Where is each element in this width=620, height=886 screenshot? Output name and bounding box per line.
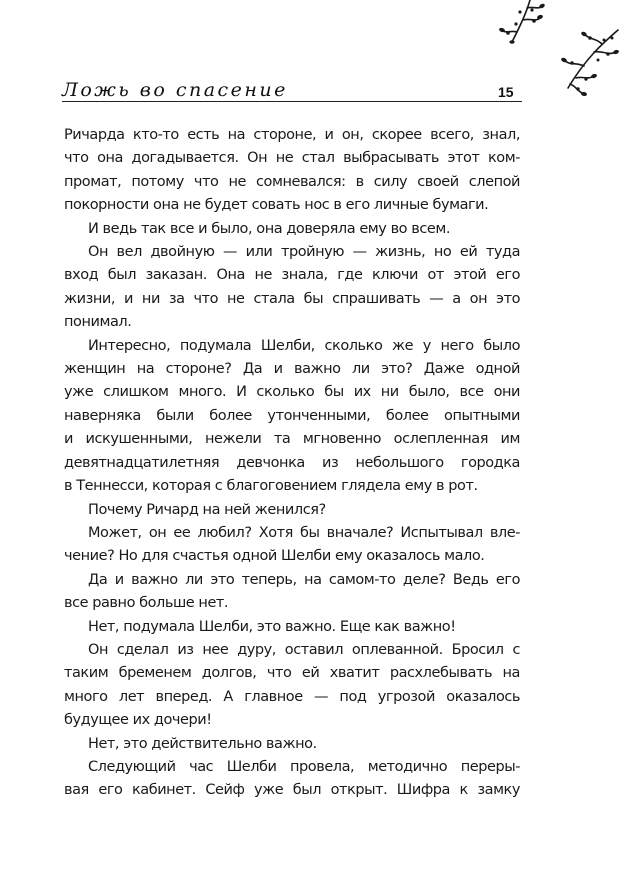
text-line: вход был заказан. Она не знала, где ключи от этой его	[64, 267, 520, 284]
page-number: 15	[498, 84, 514, 100]
text-line: Нет, подумала Шелби, это важно. Еще как важно!	[88, 618, 456, 635]
text-line: все равно больше нет.	[64, 595, 229, 612]
text-line: жизни, и ни за что не стала бы спрашивать — а он это	[64, 290, 520, 307]
text-line: что она догадывается. Он не стал выбрасывать этот ком-	[64, 150, 520, 167]
text-line: Да и важно ли это теперь, на самом-то деле? Ведь его	[88, 571, 520, 588]
text-line: уже слишком много. И сколько бы их ни было, все они	[64, 384, 520, 401]
text-line: чение? Но для счастья одной Шелби ему оказалось мало.	[64, 548, 485, 565]
text-line: вая его кабинет. Сейф уже был открыт. Шифра к замку	[64, 782, 520, 799]
text-line: девятнадцатилетняя девчонка из небольшого городка	[64, 454, 520, 471]
text-line: будущее их дочери!	[64, 712, 212, 729]
text-line: Следующий час Шелби провела, методично переры-	[88, 758, 520, 775]
text-line: промат, потому что не сомневался: в силу своей слепой	[64, 173, 520, 190]
text-line: понимал.	[64, 314, 132, 331]
text-line: Нет, это действительно важно.	[88, 735, 317, 752]
text-line: много лет вперед. А главное — под угрозой оказалось	[64, 688, 520, 705]
text-line: Он сделал из нее дуру, оставил оплеванной. Бросил с	[88, 641, 520, 658]
text-line: Может, он ее любил? Хотя бы вначале? Испытывал вле-	[88, 524, 520, 541]
text-line: И ведь так все и было, она доверяла ему во всем.	[88, 220, 450, 237]
text-line: наверняка были более утонченными, более опытными	[64, 407, 520, 424]
text-line: Интересно, подумала Шелби, сколько же у него было	[88, 337, 520, 354]
text-line: Ричарда кто-то есть на стороне, и он, скорее всего, знал,	[64, 127, 520, 143]
text-line: и искушенными, нежели та мгновенно ослепленная им	[64, 431, 520, 448]
text-line: таким бременем долгов, что ей хватит расхлебывать на	[64, 665, 520, 682]
text-line: покорности она не будет совать нос в его личные бумаги.	[64, 197, 489, 214]
text-line: в Теннесси, которая с благоговением глядела ему в рот.	[64, 478, 478, 495]
body-text	[64, 124, 520, 803]
running-title: Ложь во спасение	[62, 79, 288, 101]
text-line: Почему Ричард на ней женился?	[88, 501, 326, 518]
header-rule	[62, 101, 522, 102]
text-line: Он вел двойную — или тройную — жизнь, но ей туда	[88, 244, 520, 261]
text-line: женщин на стороне? Да и важно ли это? Даже одной	[64, 361, 520, 378]
